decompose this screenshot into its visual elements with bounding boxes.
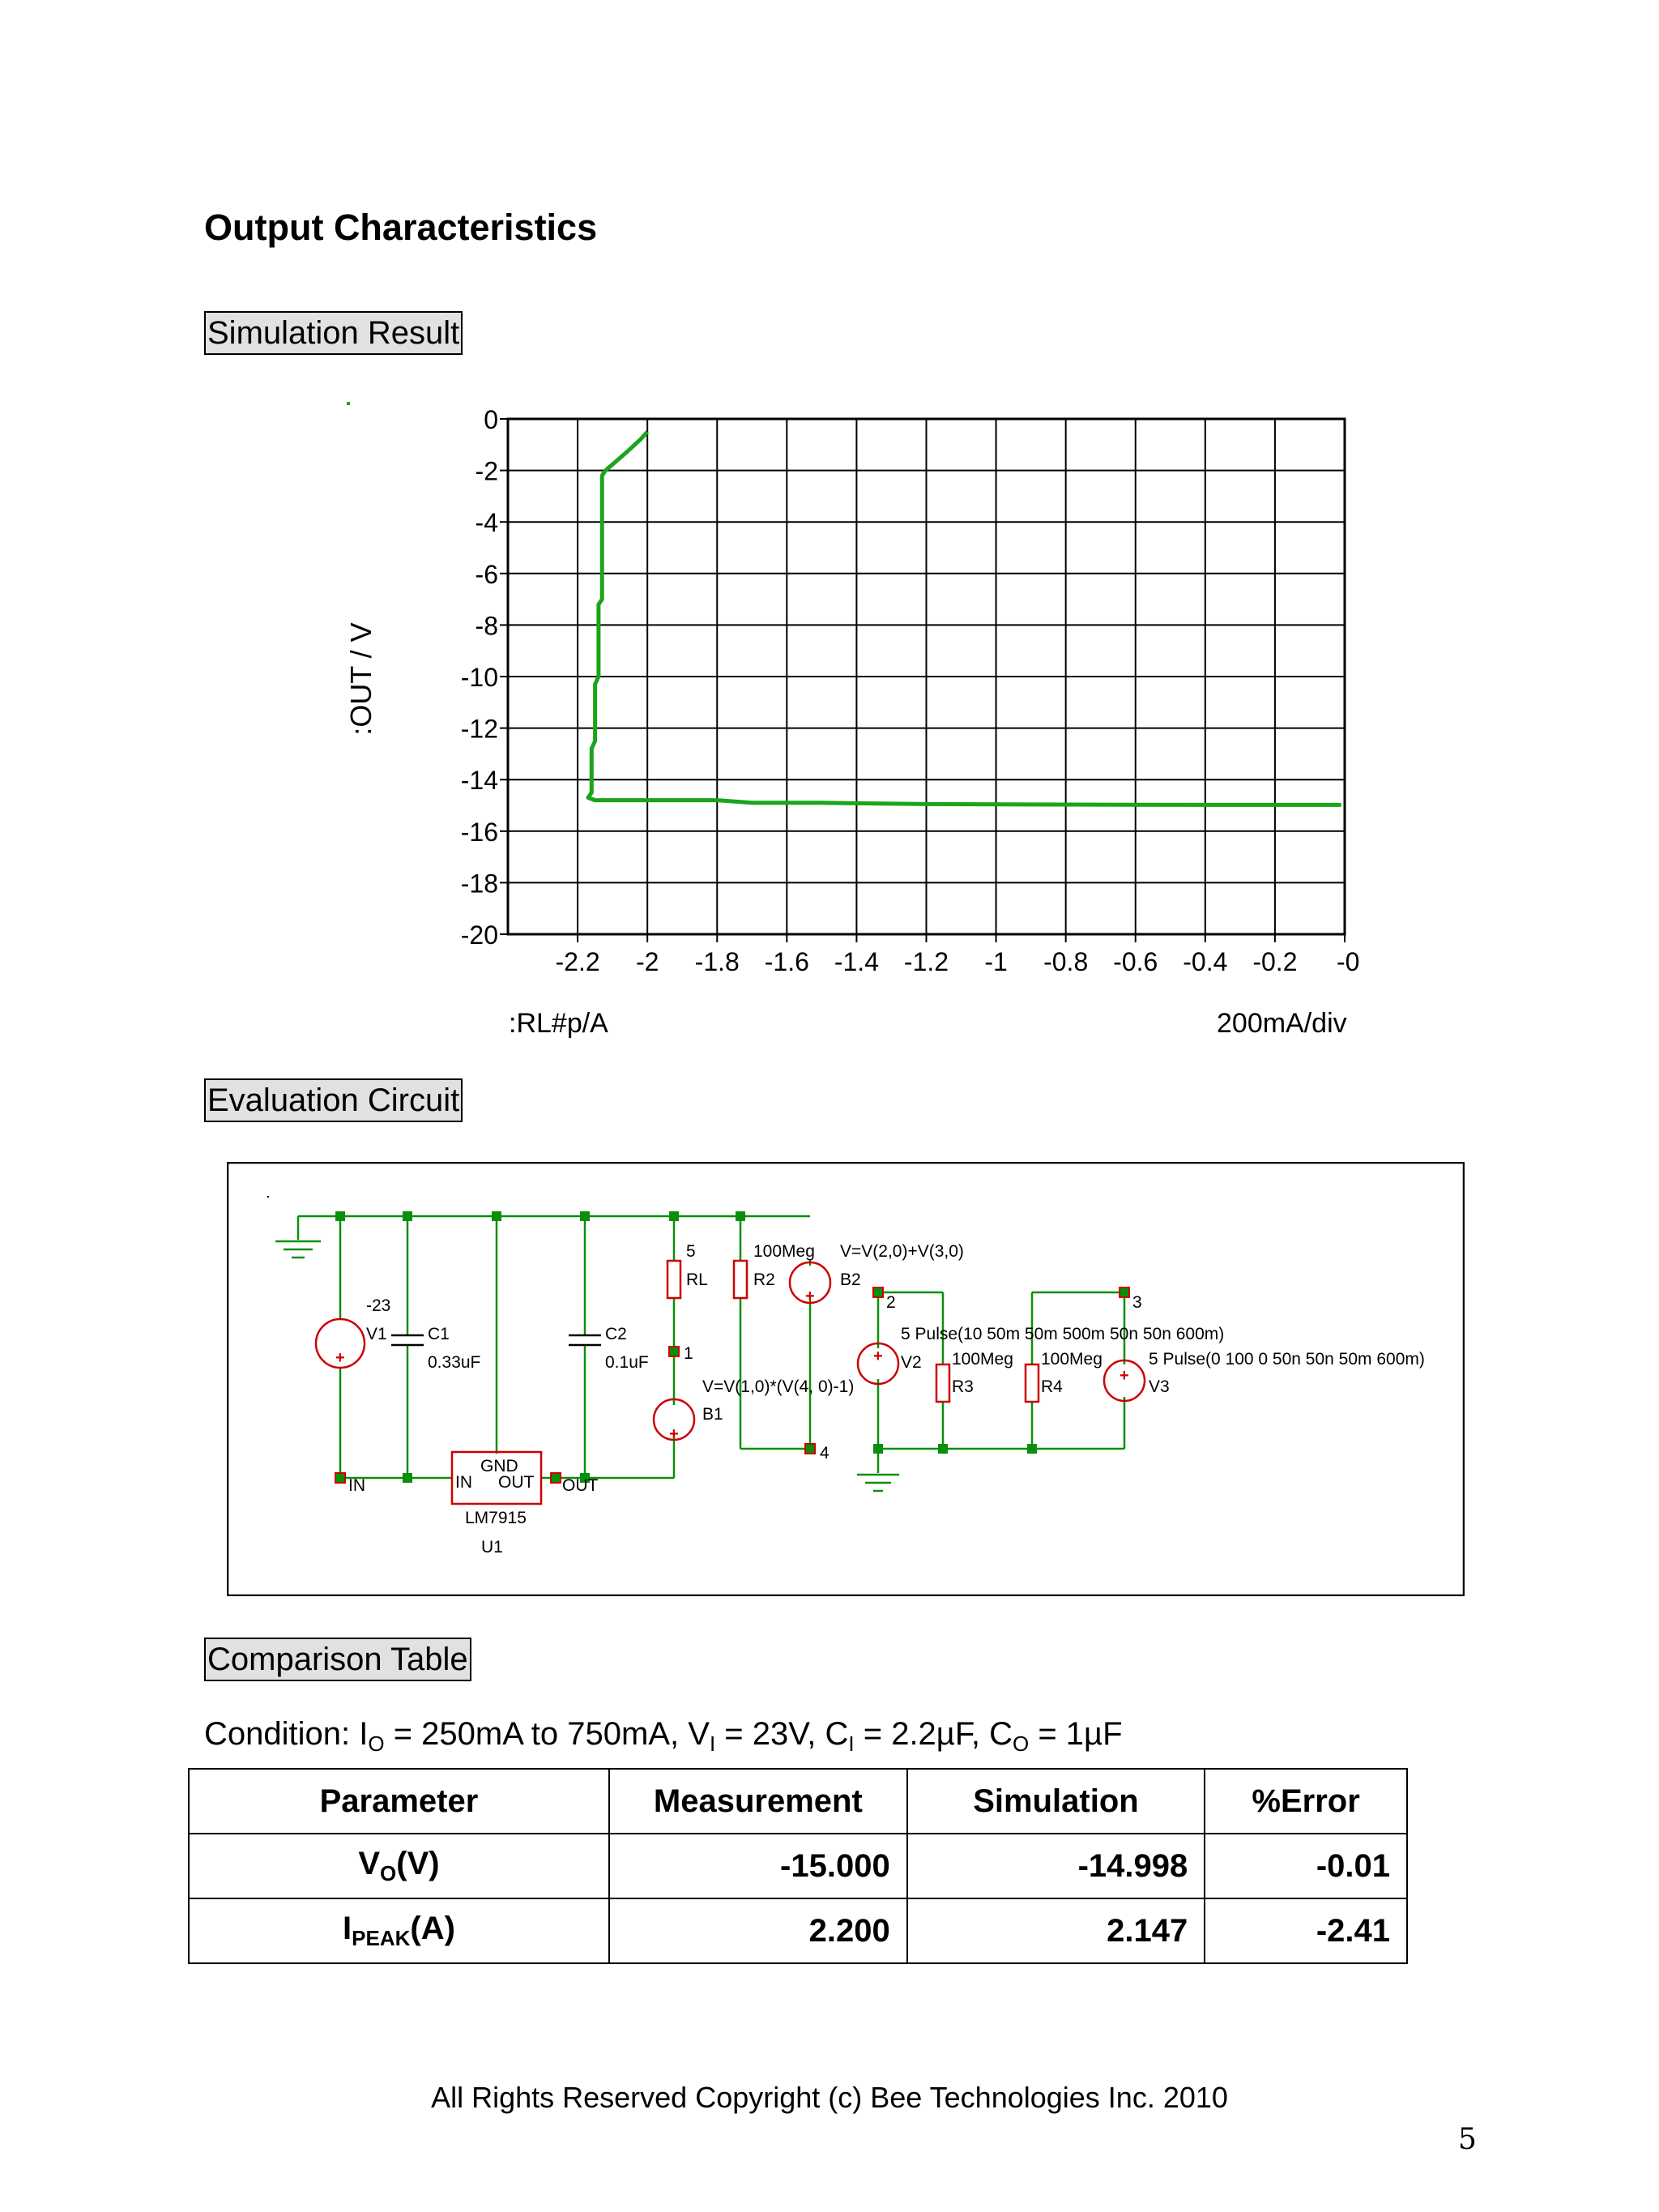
svg-text:+: + [669,1425,679,1443]
param-ipeak: $I_{PEAK}(A)$ [189,1898,609,1963]
circuit-marker-dot [267,1196,269,1198]
chart-y-tick-label: -6 [475,559,498,589]
measurement-vo: -15.000 [609,1834,907,1898]
chart-y-tick-label: 0 [484,405,498,434]
chart-y-tick-label: -10 [460,663,498,692]
v1-name: V1 [366,1325,387,1343]
rl-value: 5 [686,1242,696,1261]
comparison-table [188,1768,1408,1964]
error-vo: -0.01 [1205,1834,1407,1898]
chart-x-tick-label: -1.8 [694,947,740,976]
svg-text:+: + [873,1347,883,1365]
section-label-circuit: Evaluation Circuit [204,1078,463,1122]
section-label-table: Comparison Table [204,1638,471,1681]
svg-text:+: + [335,1349,345,1367]
v1-value: -23 [366,1296,391,1315]
chart-y-tick-label: -18 [460,869,498,899]
chart-x-tick-label: -0.2 [1252,947,1298,976]
chart-y-tick-label: -4 [475,508,498,538]
node-2-label: 2 [886,1293,896,1312]
chart-marker-dot [347,402,350,405]
chart-y-tick-label: -20 [460,920,498,950]
v3-name: V3 [1149,1377,1170,1396]
header-error: %Error [1205,1769,1407,1834]
error-ipeak: -2.41 [1205,1898,1407,1963]
param-vo: $V_O(V)$ [189,1834,609,1898]
chart-x-tick-label: -1 [984,947,1008,976]
u1-out: OUT [498,1473,535,1492]
chart-x-tick-label: -1.6 [764,947,809,976]
r3-name: R3 [952,1377,974,1396]
svg-text:+: + [1120,1367,1129,1385]
page-number: 5 [1458,2123,1477,2156]
b1-name: B1 [702,1405,723,1424]
u1-part: LM7915 [465,1509,527,1527]
header-parameter: Parameter [189,1769,609,1834]
footer-copyright: All Rights Reserved Copyright (c) Bee Technologies Inc. 2010 [431,2081,1228,2114]
evaluation-circuit-schematic [227,1162,1465,1596]
r4-value: 100Meg [1041,1350,1102,1369]
r3-value: 100Meg [952,1350,1013,1369]
b2-expr: V=V(2,0)+V(3,0) [840,1242,964,1261]
r4-name: R4 [1041,1377,1063,1396]
u1-name: U1 [481,1538,503,1557]
c1-value: 0.33uF [428,1353,481,1372]
test-condition: Condition: $I_O = 250mA$ to 750mA, $V_I = 23V$, $C_I = 2.2\mu F$, $C_O = 1\mu F$ [204,1716,1123,1756]
v2-params: 5 Pulse(10 50m 50m 500m 50n 50n 600m) [901,1325,1225,1343]
chart-y-tick-label: -14 [460,766,498,796]
b2-name: B2 [840,1270,861,1289]
header-measurement: Measurement [609,1769,907,1834]
node-1-label: 1 [684,1344,693,1363]
chart-y-label: :OUT / V [344,622,377,736]
chart-x-tick-label: -1.2 [903,947,949,976]
c2-name: C2 [605,1325,627,1343]
chart-x-label: :RL#p/A [509,1008,608,1039]
chart-x-tick-label: -0.6 [1113,947,1158,976]
chart-x-tick-label: -2.2 [555,947,600,976]
chart-x-tick-label: -2 [635,947,659,976]
svg-text:+: + [805,1287,815,1305]
chart-y-tick-label: -12 [460,714,498,744]
chart-y-tick-label: -2 [475,456,498,486]
section-label-simulation: Simulation Result [204,311,463,355]
node-4-label: 4 [820,1444,830,1463]
r2-value: 100Meg [753,1242,815,1261]
u1-in: IN [455,1473,472,1492]
node-3-label: 3 [1132,1293,1142,1312]
page-title: Output Characteristics [204,207,598,248]
c2-value: 0.1uF [605,1353,649,1372]
node-out-label: OUT [562,1476,599,1495]
chart-y-tick-label: -16 [460,817,498,847]
b1-expr: V=V(1,0)*(V(4, 0)-1) [702,1377,855,1396]
output-characteristics-chart [0,0,1659,1053]
table-row [189,1834,1407,1898]
chart-x-tick-label: -0.4 [1183,947,1228,976]
c1-name: C1 [428,1325,450,1343]
chart-x-ticks [556,934,1360,976]
table-row [189,1898,1407,1963]
header-simulation: Simulation [907,1769,1205,1834]
chart-x-div-label: 200mA/div [1217,1008,1347,1039]
chart-x-tick-label: -1.4 [834,947,879,976]
rl-name: RL [686,1270,708,1289]
chart-y-tick-label: -8 [475,611,498,641]
v3-params: 5 Pulse(0 100 0 50n 50n 50m 600m) [1149,1350,1425,1369]
table-header-row [189,1769,1407,1834]
chart-y-ticks [461,405,508,950]
chart-x-tick-label: -0.8 [1043,947,1089,976]
v2-name: V2 [901,1353,922,1372]
measurement-ipeak: 2.200 [609,1898,907,1963]
simulation-vo: -14.998 [907,1834,1205,1898]
simulation-ipeak: 2.147 [907,1898,1205,1963]
chart-x-tick-label: -0 [1337,947,1360,976]
node-in-label: IN [348,1476,365,1495]
u1-gnd: GND [480,1457,518,1475]
r2-name: R2 [753,1270,775,1289]
